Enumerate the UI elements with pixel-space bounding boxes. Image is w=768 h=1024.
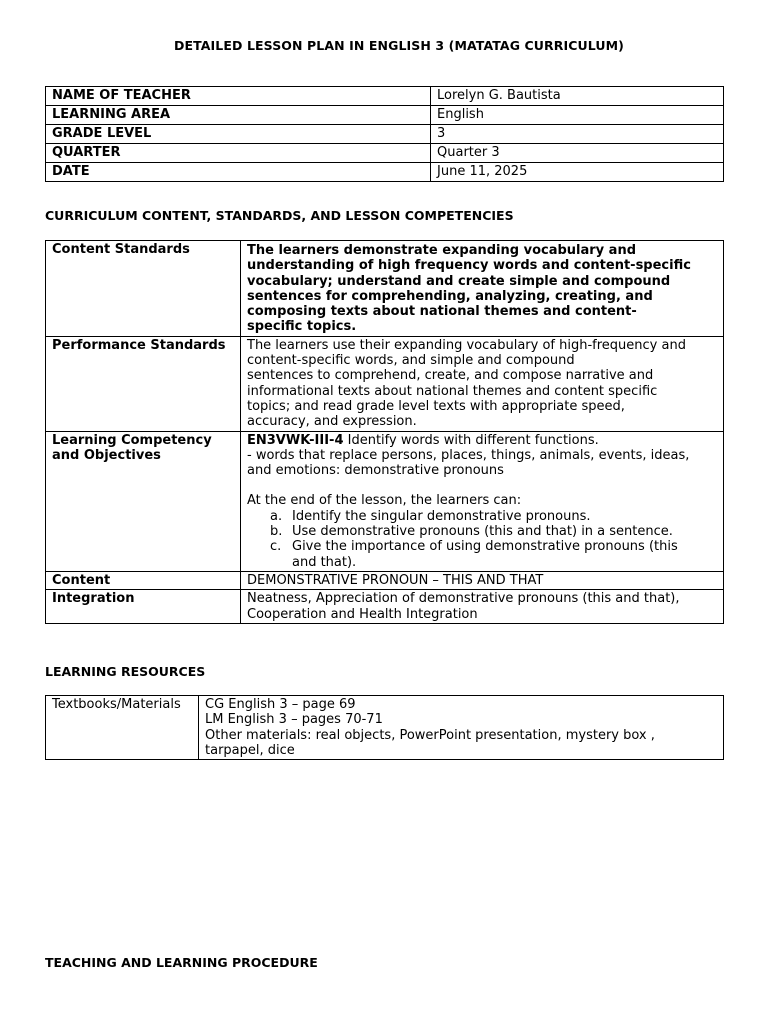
integration-label: Integration: [46, 590, 241, 624]
text-line: The learners demonstrate expanding vocabulary and: [247, 243, 637, 258]
resources-heading: LEARNING RESOURCES: [45, 664, 206, 679]
text-line: topics; and read grade level texts with appropriate speed,: [247, 398, 625, 414]
text-line: composing texts about national themes and content-: [247, 304, 637, 320]
text-line: CG English 3 – page 69: [205, 697, 356, 712]
info-value: Lorelyn G. Bautista: [431, 87, 724, 106]
curriculum-heading: CURRICULUM CONTENT, STANDARDS, AND LESSON COMPETENCIES: [45, 208, 514, 223]
competency-text: [241, 431, 724, 571]
list-marker: a.: [270, 508, 283, 524]
info-label: GRADE LEVEL: [46, 125, 431, 144]
resources-text: [199, 696, 724, 760]
table-row-content: [46, 571, 724, 589]
procedure-heading: TEACHING AND LEARNING PROCEDURE: [45, 955, 318, 970]
text-line: accuracy, and expression.: [247, 414, 417, 430]
document-title: DETAILED LESSON PLAN IN ENGLISH 3 (MATATAG CURRICULUM): [174, 38, 624, 53]
list-item: [270, 524, 717, 540]
resources-label: Textbooks/Materials: [46, 696, 199, 760]
info-value: June 11, 2025: [431, 163, 724, 182]
text-line: specific topics.: [247, 319, 357, 335]
info-label: LEARNING AREA: [46, 106, 431, 125]
teacher-info-table: [45, 86, 724, 182]
objectives-intro: At the end of the lesson, the learners can:: [247, 493, 522, 509]
table-row-content-standards: [46, 241, 724, 337]
info-value: Quarter 3: [431, 144, 724, 163]
info-label: DATE: [46, 163, 431, 182]
integration-text: [241, 590, 724, 624]
table-row-performance-standards: [46, 336, 724, 431]
text-line: The learners use their expanding vocabulary of high-frequency and: [247, 337, 686, 353]
label-line: Learning Competency: [52, 432, 212, 448]
resources-table: [45, 695, 724, 760]
table-row: [46, 106, 724, 125]
competency-code: EN3VWK-III-4: [247, 432, 344, 448]
text-line: understanding of high frequency words and content-specific: [247, 258, 691, 274]
text-line: informational texts about national themes and content specific: [247, 383, 658, 399]
text-line: vocabulary; understand and create simple and compound: [247, 273, 671, 289]
info-value: 3: [431, 125, 724, 144]
competency-code-text: Identify words with different functions.: [343, 432, 599, 448]
objectives-list: [247, 509, 717, 570]
content-standards-text: [241, 241, 724, 337]
text-line: Other materials: real objects, PowerPoint presentation, mystery box ,: [205, 727, 655, 743]
text-line: - words that replace persons, places, things, animals, events, ideas,: [247, 447, 690, 463]
list-item: [270, 508, 717, 524]
objective-text: Identify the singular demonstrative pronouns.: [292, 508, 591, 524]
table-row: [46, 696, 724, 760]
objective-text: and that).: [292, 554, 357, 570]
table-row: [46, 87, 724, 106]
text-line: and emotions: demonstrative pronouns: [247, 463, 504, 479]
blank-line: [247, 478, 717, 493]
info-label: NAME OF TEACHER: [46, 87, 431, 106]
table-row-integration: [46, 590, 724, 624]
content-standards-label: Content Standards: [46, 241, 241, 337]
text-line: tarpapel, dice: [205, 742, 295, 758]
info-value: English: [431, 106, 724, 125]
table-row: [46, 125, 724, 144]
info-label: QUARTER: [46, 144, 431, 163]
table-row: [46, 163, 724, 182]
list-marker: c.: [270, 539, 282, 555]
performance-standards-text: [241, 336, 724, 431]
competency-label: [46, 431, 241, 571]
competency-line: [247, 433, 717, 448]
objective-text: Use demonstrative pronouns (this and that) in a sentence.: [292, 524, 673, 540]
curriculum-table: [45, 240, 724, 624]
text-line: LM English 3 – pages 70-71: [205, 712, 383, 728]
text-line: Cooperation and Health Integration: [247, 606, 478, 622]
list-marker: b.: [270, 524, 283, 540]
objective-text: Give the importance of using demonstrative pronouns (this: [292, 539, 678, 555]
text-line: sentences for comprehending, analyzing, creating, and: [247, 288, 653, 304]
performance-standards-label: Performance Standards: [46, 336, 241, 431]
table-row-competency: [46, 431, 724, 571]
list-item: [270, 539, 717, 570]
label-line: and Objectives: [52, 447, 161, 463]
text-line: content-specific words, and simple and compound: [247, 353, 575, 369]
content-label: Content: [46, 571, 241, 589]
content-value: DEMONSTRATIVE PRONOUN – THIS AND THAT: [241, 571, 724, 589]
text-line: sentences to comprehend, create, and compose narrative and: [247, 368, 654, 384]
table-row: [46, 144, 724, 163]
text-line: Neatness, Appreciation of demonstrative pronouns (this and that),: [247, 591, 680, 607]
